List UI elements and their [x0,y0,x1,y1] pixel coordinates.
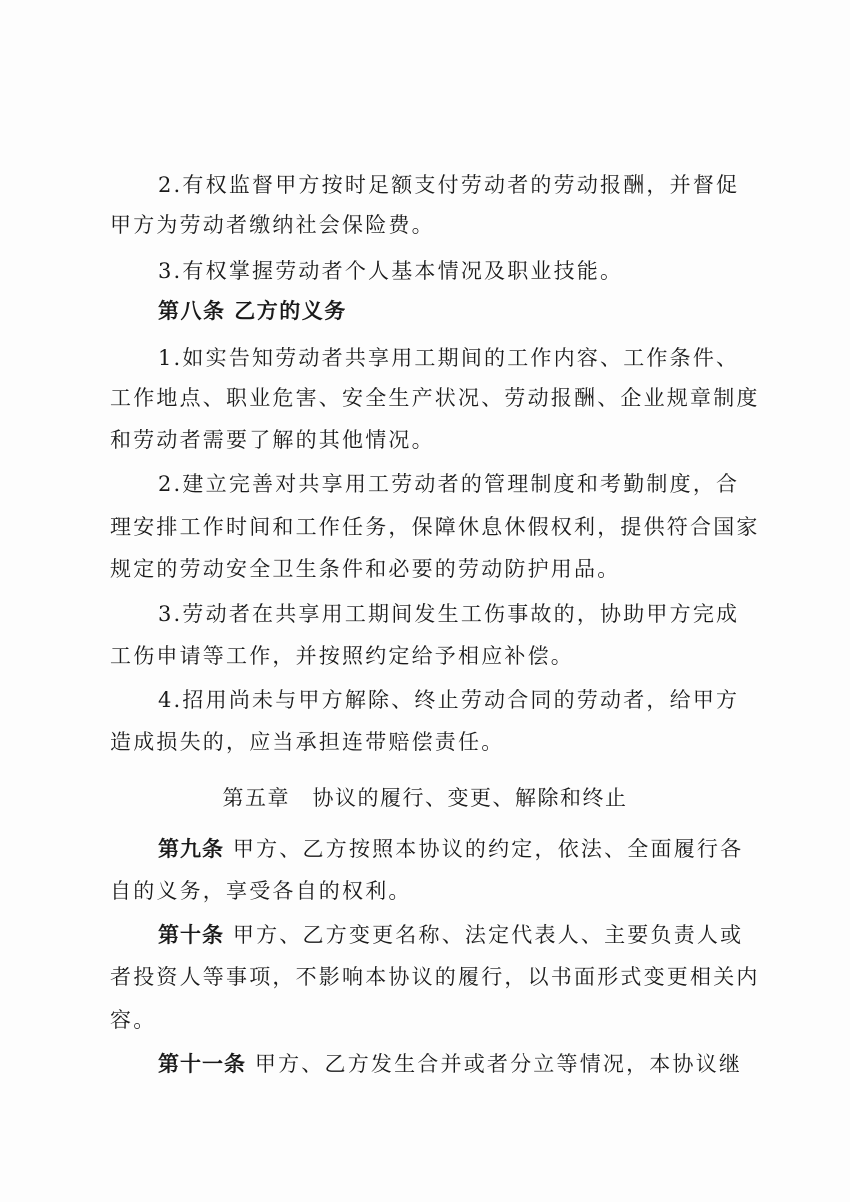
article-11-text: 甲方、乙方发生合并或者分立等情况，本协议继 [254,1052,743,1076]
paragraph-line: 和劳动者需要了解的其他情况。 [110,428,435,452]
paragraph-line: 4.招用尚未与甲方解除、终止劳动合同的劳动者，给甲方 [158,688,740,712]
paragraph-line: 甲方为劳动者缴纳社会保险费。 [110,213,435,237]
paragraph-line: 工伤申请等工作，并按照约定给予相应补偿。 [110,644,574,668]
article-9-label: 第九条 [158,837,224,861]
article-10-text: 甲方、乙方变更名称、法定代表人、主要负责人或 [232,923,744,947]
article-9-line [158,834,750,864]
paragraph-line: 1.如实告知劳动者共享用工期间的工作内容、工作条件、 [158,346,740,370]
chapter-title: 第五章 协议的履行、变更、解除和终止 [222,786,628,810]
paragraph-line: 规定的劳动安全卫生条件和必要的劳动防护用品。 [110,557,621,581]
paragraph-line: 容。 [110,1008,157,1032]
article-heading: 第八条 乙方的义务 [158,298,347,323]
paragraph-line: 3.劳动者在共享用工期间发生工伤事故的，协助甲方完成 [158,602,740,626]
article-9-text: 甲方、乙方按照本协议的约定，依法、全面履行各 [232,837,744,861]
paragraph-line: 者投资人等事项，不影响本协议的履行，以书面形式变更相关内 [110,965,760,989]
paragraph-line: 3.有权掌握劳动者个人基本情况及职业技能。 [158,259,624,283]
paragraph-line: 工作地点、职业危害、安全生产状况、劳动报酬、企业规章制度 [110,386,760,410]
paragraph-line: 2.有权监督甲方按时足额支付劳动者的劳动报酬，并督促 [158,173,740,197]
article-10-line [158,920,750,950]
paragraph-line: 自的义务，享受各自的权利。 [110,879,412,903]
article-10-label: 第十条 [158,923,224,947]
article-11-line [158,1049,750,1079]
paragraph-line: 2.建立完善对共享用工劳动者的管理制度和考勤制度，合 [158,472,740,496]
paragraph-line: 理安排工作时间和工作任务，保障休息休假权利，提供符合国家 [110,515,760,539]
article-11-label: 第十一条 [158,1052,246,1076]
paragraph-line: 造成损失的，应当承担连带赔偿责任。 [110,730,505,754]
